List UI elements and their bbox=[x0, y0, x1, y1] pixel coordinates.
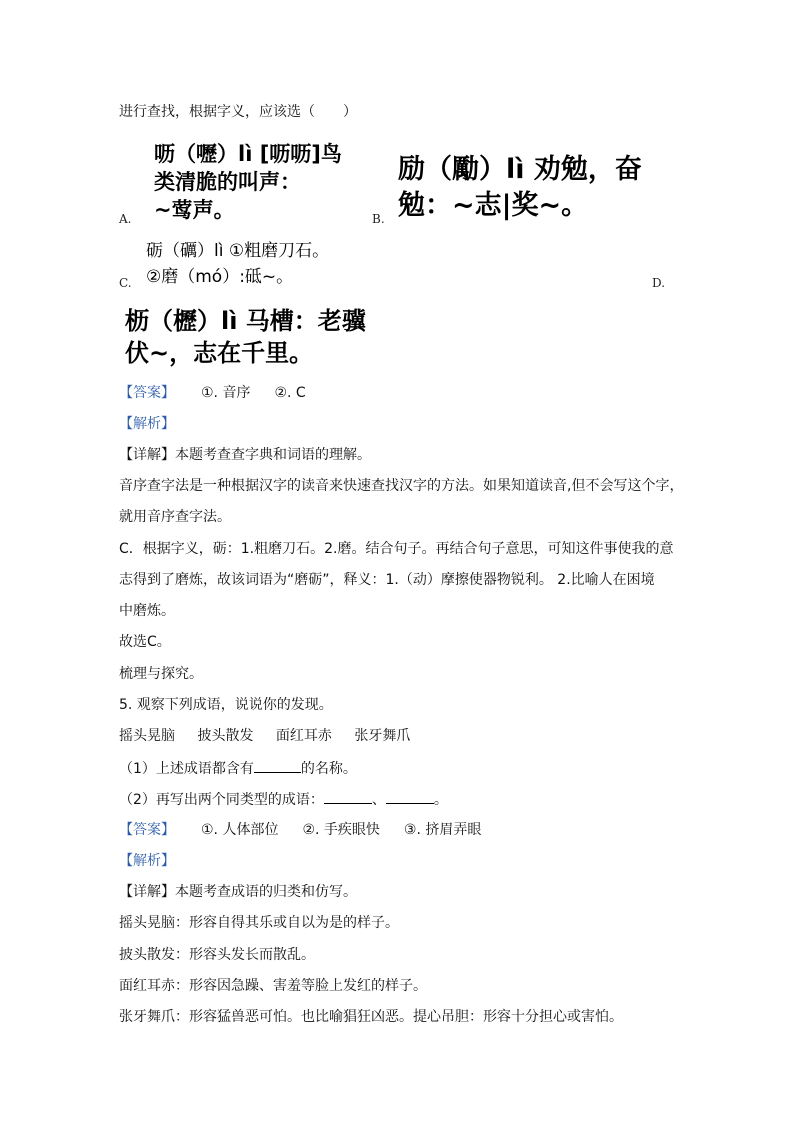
q5-title: 5. 观察下列成语，说说你的发现。 bbox=[119, 697, 333, 713]
q5-sub2-sep: 、 bbox=[371, 792, 386, 808]
option-b-line-1: 励（勵）lì 劝勉，奋 bbox=[398, 154, 642, 185]
q4-detail bbox=[119, 445, 371, 465]
q5-blank-3 bbox=[386, 789, 434, 804]
idiom-4: 张牙舞爪 bbox=[354, 728, 411, 744]
q5-explanation-3: 面红耳赤：形容因急躁、害羞等脸上发红的样子。 bbox=[119, 978, 427, 994]
option-d-letter: D. bbox=[652, 276, 666, 290]
q5-answer-2: ②. 手疾眼快 bbox=[302, 822, 380, 838]
option-c-image bbox=[146, 238, 329, 290]
q4-paragraph-2-line-1: C．根据字义，砺：1.粗磨刀石。2.磨。结合句子。再结合句子意思，可知这件事使我的意 bbox=[119, 541, 674, 557]
option-a-line-1: 呖（嚦）lì [呖呖]鸟 bbox=[154, 142, 342, 166]
q4-answer-2: ②. C bbox=[274, 385, 306, 401]
q5-sub2-before: （2）再写出两个同类型的成语： bbox=[119, 792, 324, 808]
q4-answer-1: ①. 音序 bbox=[201, 385, 251, 401]
q5-detail-text: 本题考查成语的归类和仿写。 bbox=[175, 884, 357, 900]
q5-explanation-2: 披头散发：形容头发长而散乱。 bbox=[119, 947, 315, 963]
q5-answer-row bbox=[119, 820, 481, 840]
option-c-line-2: ②磨（mó）:砥~。 bbox=[146, 267, 294, 287]
q4-analysis-tag: 【解析】 bbox=[119, 416, 175, 432]
detail-tag: 【详解】 bbox=[119, 447, 175, 463]
option-d-image bbox=[125, 305, 366, 369]
q5-analysis-tag: 【解析】 bbox=[119, 853, 175, 869]
option-c-letter: C. bbox=[119, 276, 132, 290]
q4-answer-row bbox=[119, 383, 306, 403]
idiom-3: 面红耳赤 bbox=[275, 728, 332, 744]
answer-tag: 【答案】 bbox=[119, 385, 175, 401]
q4-conclusion: 故选C。 bbox=[119, 634, 171, 650]
q5-answer-3: ③. 挤眉弄眼 bbox=[403, 822, 482, 838]
option-a-line-3: ~莺声。 bbox=[154, 198, 235, 222]
option-a-line-2: 类清脆的叫声： bbox=[154, 170, 301, 194]
option-d-line-2: 伏~，志在千里。 bbox=[125, 339, 314, 367]
q5-detail bbox=[119, 882, 357, 902]
q5-blank-2 bbox=[324, 789, 372, 804]
option-b-line-2: 勉：~志|奖~。 bbox=[398, 190, 589, 221]
detail-tag: 【详解】 bbox=[119, 884, 175, 900]
q5-sub1-after: 的名称。 bbox=[300, 761, 357, 777]
option-d-line-1: 枥（櫪）lì 马槽：老骥 bbox=[125, 307, 366, 335]
idiom-2: 披头散发 bbox=[197, 728, 254, 744]
q5-sub1-before: （1）上述成语都含有 bbox=[119, 761, 254, 777]
option-a-letter: A. bbox=[119, 212, 132, 226]
q4-detail-text: 本题考查查字典和词语的理解。 bbox=[175, 447, 371, 463]
q4-paragraph-1-line-1: 音序查字法是一种根据汉字的读音来快速查找汉字的方法。如果知道读音,但不会写这个字， bbox=[119, 478, 684, 494]
q5-explanation-1: 摇头晃脑：形容自得其乐或自以为是的样子。 bbox=[119, 915, 399, 931]
answer-tag: 【答案】 bbox=[119, 822, 175, 838]
q5-answer-1: ①. 人体部位 bbox=[201, 822, 279, 838]
option-a-image bbox=[154, 140, 342, 224]
q5-sub2 bbox=[119, 789, 448, 810]
idiom-1: 摇头晃脑 bbox=[119, 728, 175, 744]
option-b-image bbox=[398, 152, 642, 224]
q4-paragraph-2-line-2: 志得到了磨炼，故该词语为“磨砺”，释义：1.（动）摩擦使器物锐利。 2.比喻人在困境 bbox=[119, 572, 655, 588]
q5-explanation-4: 张牙舞爪：形容猛兽恶可怕。也比喻猖狂凶恶。提心吊胆：形容十分担心或害怕。 bbox=[119, 1009, 623, 1025]
q5-sub1 bbox=[119, 758, 357, 779]
q4-paragraph-1-line-2: 就用音序查字法。 bbox=[119, 509, 231, 525]
question-tail: 进行查找，根据字义，应该选（ ） bbox=[119, 104, 357, 120]
q5-sub2-end: 。 bbox=[433, 792, 448, 808]
section-heading: 梳理与探究。 bbox=[119, 666, 203, 682]
q5-blank-1 bbox=[254, 758, 301, 773]
option-c-line-1: 砺（礪）lì ①粗磨刀石。 bbox=[146, 241, 330, 261]
q4-paragraph-2-line-3: 中磨炼。 bbox=[119, 603, 175, 619]
q5-idiom-row bbox=[119, 726, 410, 746]
option-b-letter: B. bbox=[372, 212, 385, 226]
